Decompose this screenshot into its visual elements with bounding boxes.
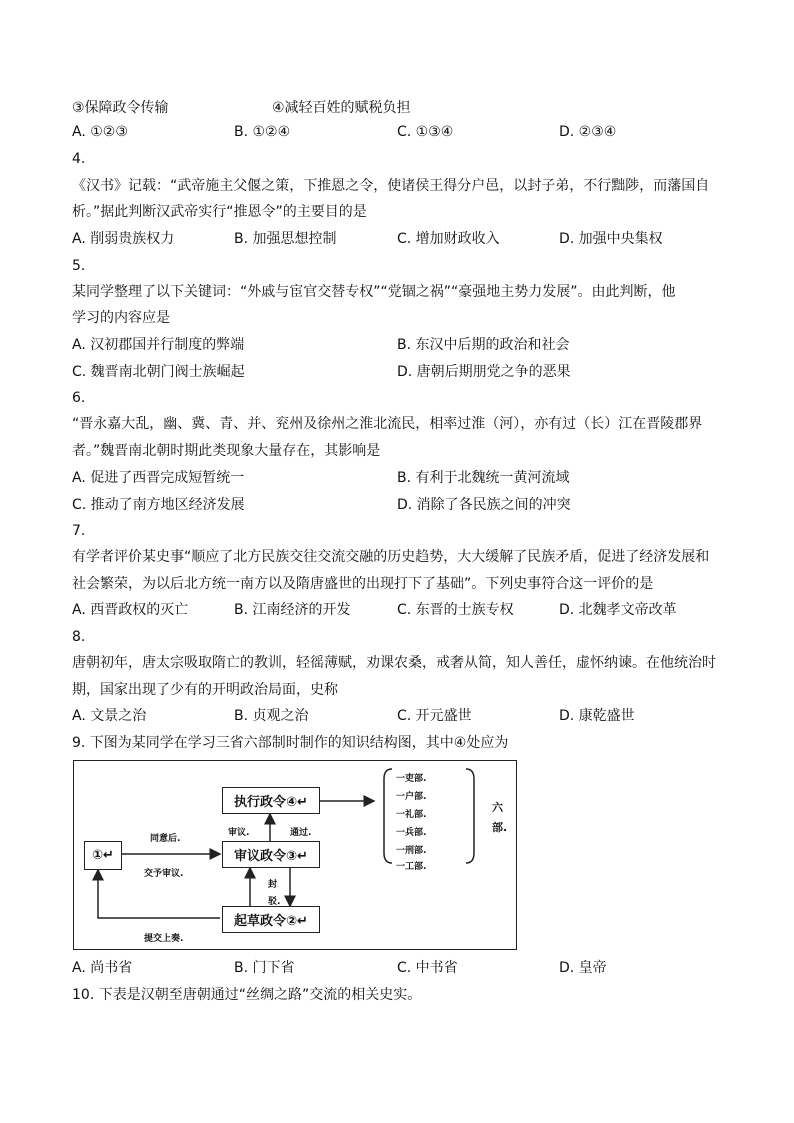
q8-stem-line1: 唐朝初年，唐太宗吸取隋亡的教训，轻徭薄赋，劝课农桑，戒奢从简，知人善任，虚怀纳谏。在他统治时 xyxy=(72,655,716,671)
dept-justice: 一刑部. xyxy=(396,846,427,856)
q4-stem-line1: 《汉书》记载：“武帝施主父偃之策，下推恩之令，使诸侯王得分户邑，以封子弟，不行黜陟，而藩国自 xyxy=(72,178,710,194)
dept-personnel: 一吏部. xyxy=(396,774,427,784)
q4-stem-line2: 析。”据此判断汉武帝实行“推恩令”的主要目的是 xyxy=(72,204,367,220)
q6-number: 6. xyxy=(72,390,86,406)
q4-number: 4. xyxy=(72,151,86,167)
label-six: 六 xyxy=(492,801,503,814)
q6-option-b: B. 有利于北魏统一黄河流域 xyxy=(397,470,570,486)
q8-option-c: C. 开元盛世 xyxy=(397,708,472,724)
label-pass: 通过. xyxy=(290,828,312,838)
label-submit-review: 交予审议. xyxy=(144,869,184,879)
q3-option-d: D. ②③④ xyxy=(559,124,617,140)
q7-option-d: D. 北魏孝文帝改革 xyxy=(559,602,677,618)
q5-stem-line1: 某同学整理了以下关键词：“外戚与宦官交替专权”“党锢之祸”“豪强地主势力发展”。由此判断，他 xyxy=(72,284,676,300)
q8-option-d: D. 康乾盛世 xyxy=(559,708,635,724)
q5-option-b: B. 东汉中后期的政治和社会 xyxy=(397,337,570,353)
q7-option-b: B. 江南经济的开发 xyxy=(234,602,351,618)
q8-stem-line2: 期，国家出现了少有的开明政治局面，史称 xyxy=(72,682,338,698)
q7-number: 7. xyxy=(72,523,86,539)
q8-option-a: A. 文景之治 xyxy=(72,708,147,724)
q5-number: 5. xyxy=(72,258,86,274)
label-agree: 同意后. xyxy=(150,834,181,844)
q3-option-a: A. ①②③ xyxy=(72,124,128,140)
q3-item-4: ④减轻百姓的赋税负担 xyxy=(272,100,411,116)
q10-stem: 10. 下表是汉朝至唐朝通过“丝绸之路”交流的相关史实。 xyxy=(72,987,422,1003)
q4-option-b: B. 加强思想控制 xyxy=(234,231,337,247)
q6-option-a: A. 促进了西晋完成短暂统一 xyxy=(72,470,245,486)
box-review-decree: 审议政令③↵ xyxy=(222,841,320,868)
q9-option-b: B. 门下省 xyxy=(234,960,295,976)
q7-option-a: A. 西晋政权的灭亡 xyxy=(72,602,189,618)
box-execute-decree: 执行政令④↵ xyxy=(222,787,320,814)
q3-option-c: C. ①③④ xyxy=(397,124,454,140)
q6-stem-line2: 者。”魏晋南北朝时期此类现象大量存在，其影响是 xyxy=(72,443,381,459)
dept-rites: 一礼部. xyxy=(396,810,427,820)
q4-option-d: D. 加强中央集权 xyxy=(559,231,663,247)
box-one: ①↵ xyxy=(84,841,122,870)
q3-option-b: B. ①②④ xyxy=(234,124,291,140)
q5-option-c: C. 魏晋南北朝门阀士族崛起 xyxy=(72,364,245,380)
q5-option-d: D. 唐朝后期朋党之争的恶果 xyxy=(397,364,571,380)
q9-option-d: D. 皇帝 xyxy=(559,960,607,976)
dept-works: 一工部. xyxy=(396,862,427,872)
dept-revenue: 一户部. xyxy=(396,792,427,802)
q3-item-3: ③保障政令传输 xyxy=(72,100,169,116)
departments-left-brace xyxy=(384,769,392,863)
label-seal: 封 xyxy=(268,880,278,890)
q7-stem-line2: 社会繁荣，为以后北方统一南方以及隋唐盛世的出现打下了基础”。下列史事符合这一评价的是 xyxy=(72,576,654,592)
q8-option-b: B. 贞观之治 xyxy=(234,708,309,724)
q7-option-c: C. 东晋的士族专权 xyxy=(397,602,514,618)
q4-option-c: C. 增加财政收入 xyxy=(397,231,500,247)
dept-war: 一兵部. xyxy=(396,828,427,838)
q5-stem-line2: 学习的内容应是 xyxy=(72,310,170,326)
q5-option-a: A. 汉初郡国并行制度的弊端 xyxy=(72,337,245,353)
q8-number: 8. xyxy=(72,629,86,645)
label-review: 审议. xyxy=(228,828,250,838)
q6-option-d: D. 消除了各民族之间的冲突 xyxy=(397,497,571,513)
three-departments-diagram xyxy=(73,760,517,950)
label-bu: 部. xyxy=(492,821,508,834)
q6-option-c: C. 推动了南方地区经济发展 xyxy=(72,497,245,513)
q7-stem-line1: 有学者评价某史事“顺应了北方民族交往交流交融的历史趋势，大大缓解了民族矛盾，促进了经济发展和 xyxy=(72,549,710,565)
departments-right-brace xyxy=(466,769,474,863)
q9-stem: 9. 下图为某同学在学习三省六部制时制作的知识结构图，其中④处应为 xyxy=(72,735,509,751)
q6-stem-line1: “晋永嘉大乱，幽、冀、青、并、兖州及徐州之淮北流民，相率过淮（河），亦有过（长）江在晋陵郡界 xyxy=(72,416,703,432)
q9-option-a: A. 尚书省 xyxy=(72,960,133,976)
label-reject: 驳. xyxy=(268,897,281,907)
box-draft-decree: 起草政令②↵ xyxy=(222,906,320,933)
q4-option-a: A. 削弱贵族权力 xyxy=(72,231,175,247)
q9-option-c: C. 中书省 xyxy=(397,960,458,976)
label-submit-up: 提交上奏. xyxy=(144,934,184,944)
